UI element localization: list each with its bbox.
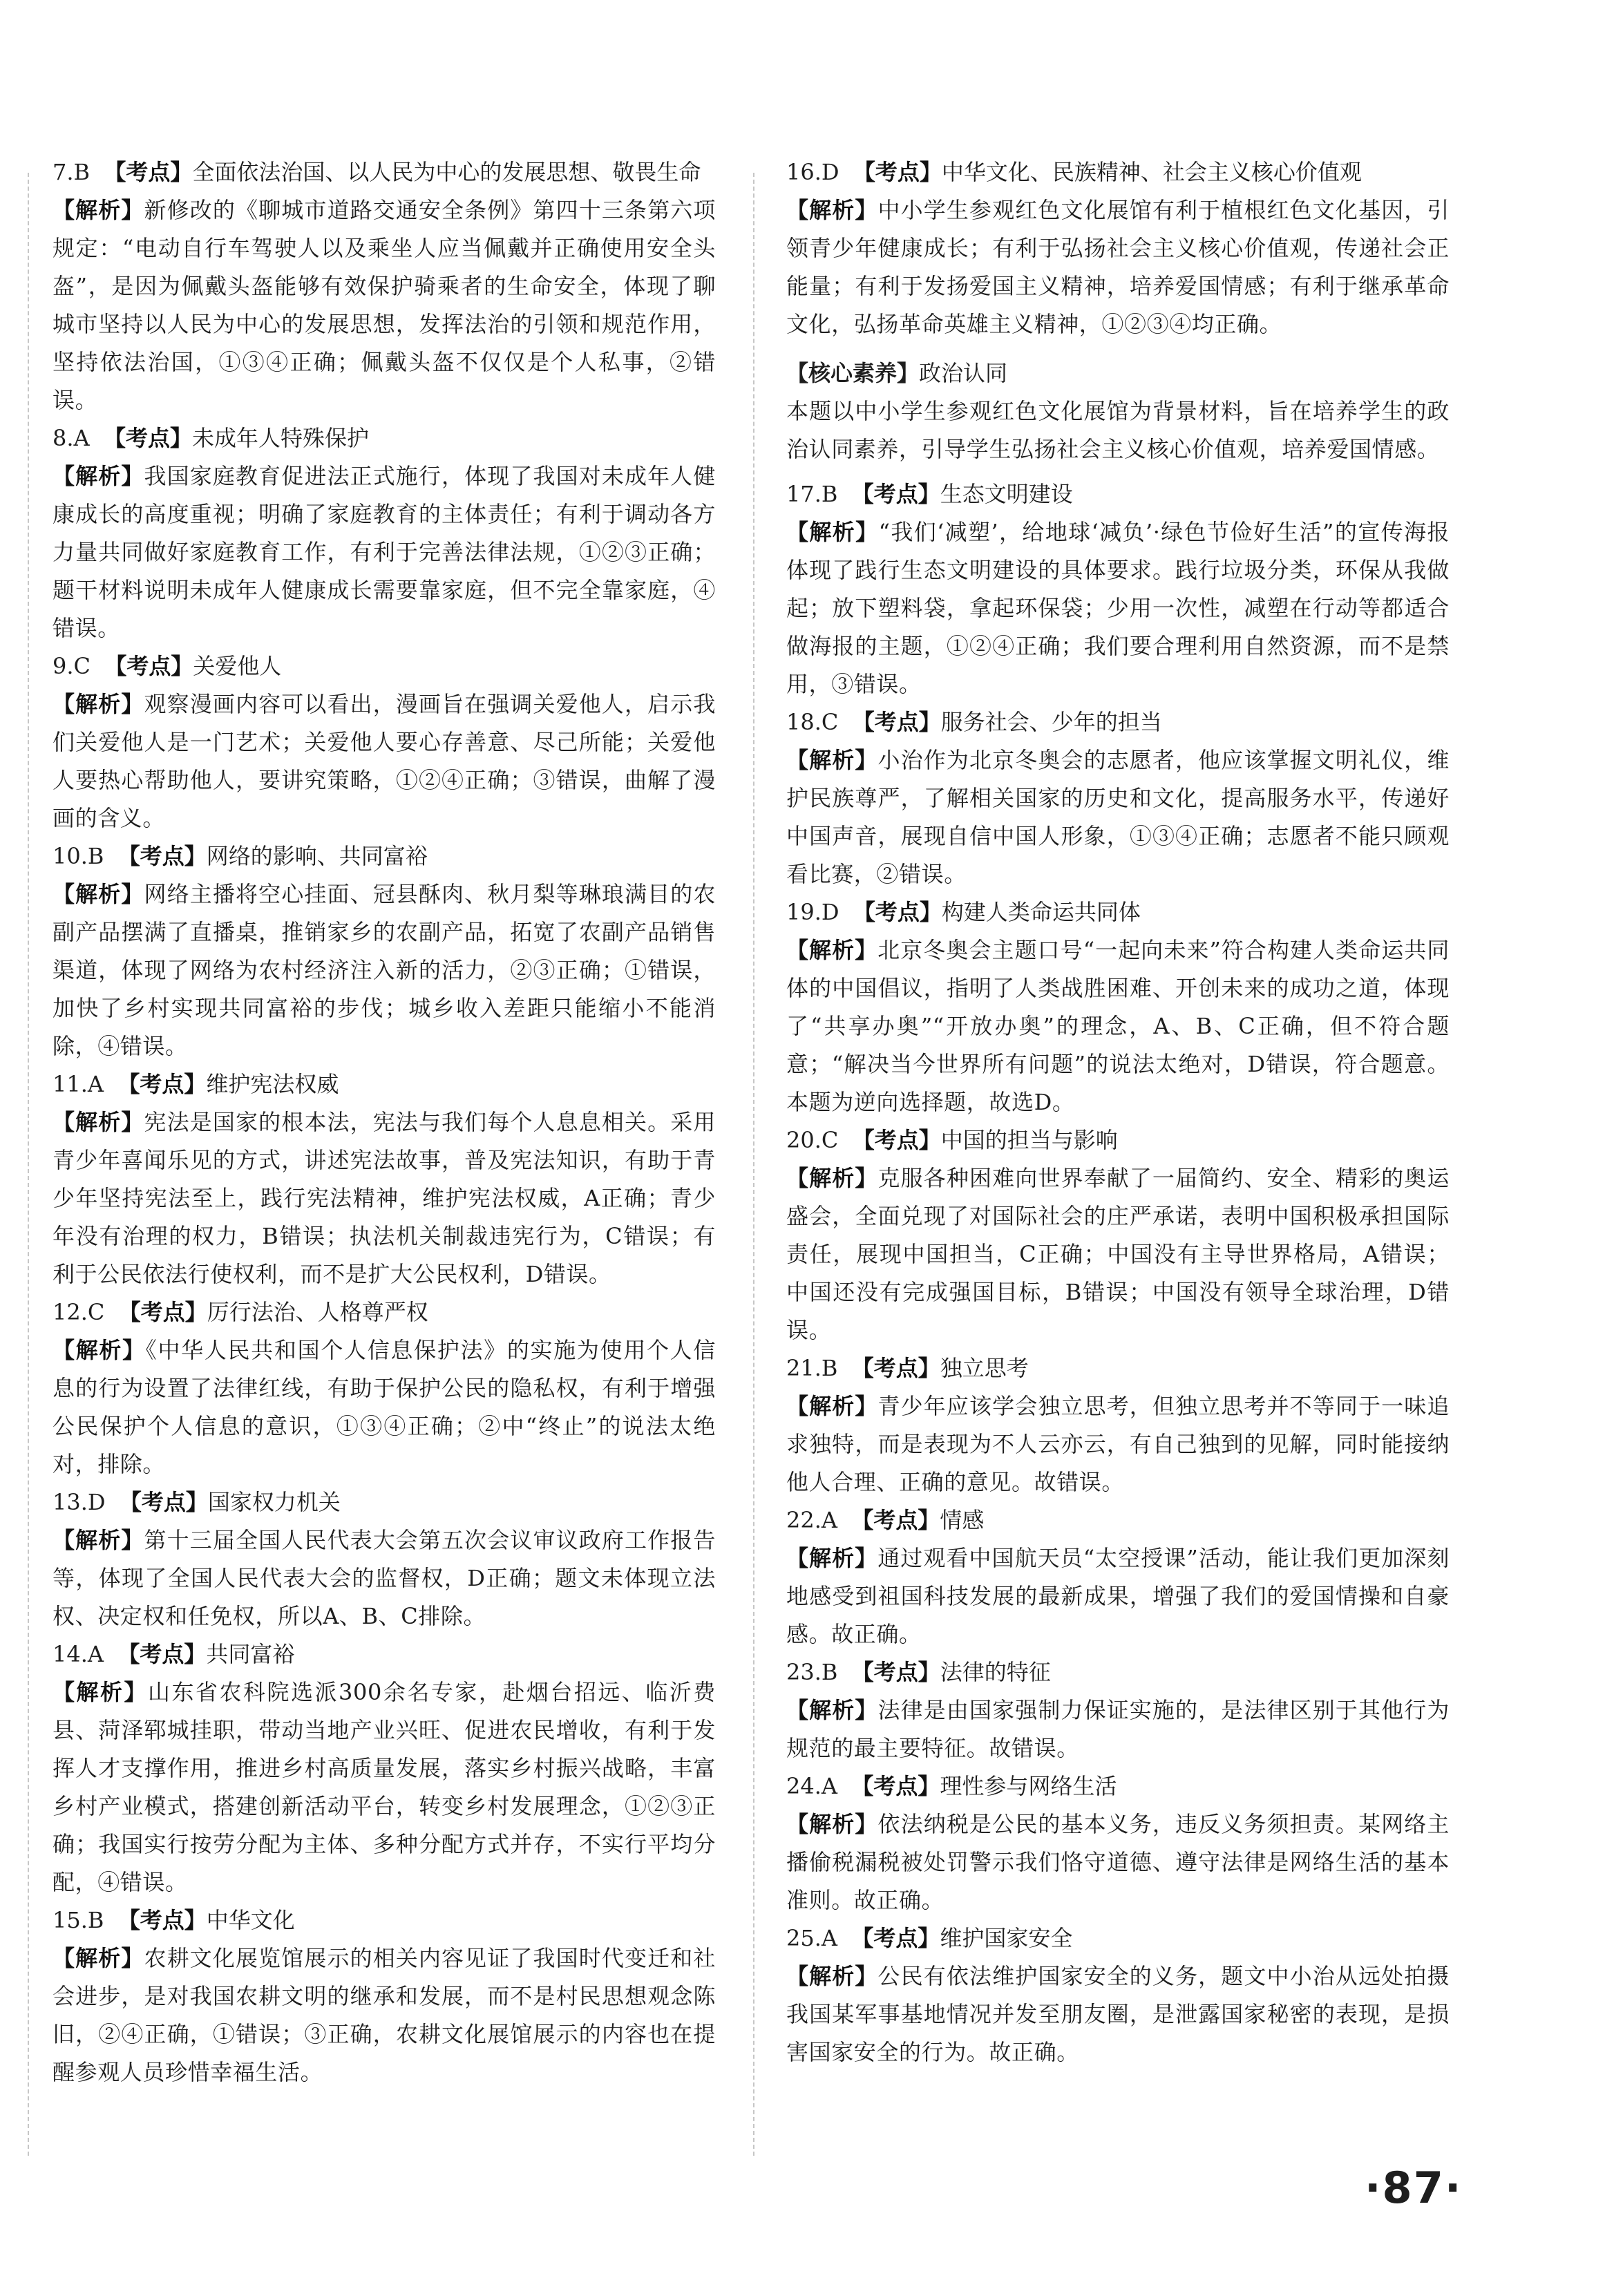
answer-topic: 维护宪法权威 — [206, 1071, 339, 1097]
answer-number: 8.A — [53, 425, 90, 451]
core-literacy-label: 【核心素养】 — [786, 360, 920, 386]
kaodian-label: 【考点】 — [851, 1773, 940, 1799]
answer-number: 23.B — [786, 1659, 838, 1685]
answer-topic: 国家权力机关 — [207, 1489, 341, 1515]
answer-topic: 维护国家安全 — [940, 1925, 1073, 1951]
answer-number: 24.A — [786, 1773, 837, 1799]
jiexi-label: 【解析】 — [786, 197, 878, 223]
answer-number: 16.D — [786, 159, 839, 185]
answer-topic: 中华文化、民族精神、社会主义核心价值观 — [941, 159, 1362, 185]
kaodian-label: 【考点】 — [104, 159, 193, 185]
jiexi-label: 【解析】 — [53, 1945, 144, 1971]
jiexi-label: 【解析】 — [53, 881, 144, 907]
answer-number: 13.D — [53, 1489, 106, 1515]
answer-number: 11.A — [53, 1071, 104, 1097]
jiexi-label: 【解析】 — [53, 1679, 149, 1705]
answer-number: 10.B — [53, 843, 104, 869]
jiexi-label: 【解析】 — [53, 197, 144, 223]
answer-item — [786, 1349, 1450, 1501]
answer-item — [53, 1901, 716, 2091]
answer-topic: 全面依法治国、以人民为中心的发展思想、敬畏生命 — [192, 159, 701, 185]
kaodian-label: 【考点】 — [851, 1355, 940, 1381]
answer-number: 22.A — [786, 1507, 837, 1533]
answer-explanation: 小治作为北京冬奥会的志愿者，他应该掌握文明礼仪，维护民族尊严，了解相关国家的历史和文化，提高服务水平，传递好中国声音，展现自信中国人形象，①③④正确；志愿者不能只顾观看比赛，②错误。 — [786, 747, 1450, 887]
answer-explanation: 中小学生参观红色文化展馆有利于植根红色文化基因，引领青少年健康成长；有利于弘扬社会主义核心价值观，传递社会正能量；有利于发扬爱国主义精神，培养爱国情感；有利于继承革命文化，弘扬革命英雄主义精神，①②③④均正确。 — [786, 197, 1450, 337]
answer-explanation: 青少年应该学会独立思考，但独立思考并不等同于一味追求独特，而是表现为不人云亦云，有自己独到的见解，同时能接纳他人合理、正确的意见。故错误。 — [786, 1393, 1450, 1495]
kaodian-label: 【考点】 — [117, 1907, 207, 1933]
answer-item — [53, 1483, 716, 1635]
answer-number: 25.A — [786, 1925, 837, 1951]
core-literacy-title: 政治认同 — [919, 360, 1008, 386]
answer-topic: 法律的特征 — [940, 1659, 1051, 1685]
jiexi-label: 【解析】 — [53, 1109, 144, 1135]
answer-item — [786, 153, 1450, 343]
answer-explanation: 第十三届全国人民代表大会第五次会议审议政府工作报告等，体现了全国人民代表大会的监督权，D正确；题文未体现立法权、决定权和任免权，所以A、B、C排除。 — [53, 1527, 716, 1629]
kaodian-label: 【考点】 — [117, 1641, 207, 1667]
answer-number: 19.D — [786, 899, 839, 925]
answer-item — [53, 1635, 716, 1901]
kaodian-label: 【考点】 — [118, 1299, 207, 1325]
answer-explanation: 克服各种困难向世界奉献了一届简约、安全、精彩的奥运盛会，全面兑现了对国际社会的庄严承诺，表明中国积极承担国际责任，展现中国担当，C正确；中国没有主导世界格局，A错误；中国还没有完成强国目标，B错误；中国没有领导全球治理，D错误。 — [786, 1165, 1450, 1343]
core-literacy-text: 本题以中小学生参观红色文化展馆为背景材料，旨在培养学生的政治认同素养，引导学生弘扬社会主义核心价值观，培养爱国情感。 — [786, 398, 1450, 462]
answer-topic: 厉行法治、人格尊严权 — [207, 1299, 428, 1325]
column-divider — [753, 173, 754, 2156]
answer-topic: 构建人类命运共同体 — [941, 899, 1141, 925]
jiexi-label: 【解析】 — [786, 937, 878, 963]
kaodian-label: 【考点】 — [117, 1071, 207, 1097]
answer-number: 12.C — [53, 1299, 105, 1325]
page-number: ·87· — [1365, 2163, 1463, 2213]
answer-explanation: 我国家庭教育促进法正式施行，体现了我国对未成年人健康成长的高度重视；明确了家庭教育的主体责任；有利于调动各方力量共同做好家庭教育工作，有利于完善法律法规，①②③正确；题干材料说明未成年人健康成长需要靠家庭，但不完全靠家庭，④错误。 — [53, 463, 716, 641]
answer-explanation: 观察漫画内容可以看出，漫画旨在强调关爱他人，启示我们关爱他人是一门艺术；关爱他人要心存善意、尽己所能；关爱他人要热心帮助他人，要讲究策略，①②④正确；③错误，曲解了漫画的含义。 — [53, 691, 716, 831]
answer-explanation: “我们‘减塑’，给地球‘减负’·绿色节俭好生活”的宣传海报体现了践行生态文明建设的具体要求。践行垃圾分类，环保从我做起；放下塑料袋，拿起环保袋；少用一次性，减塑在行动等都适合做海报的主题，①②④正确；我们要合理利用自然资源，而不是禁用，③错误。 — [786, 519, 1450, 697]
jiexi-label: 【解析】 — [786, 1393, 878, 1419]
answer-number: 18.C — [786, 709, 839, 735]
kaodian-label: 【考点】 — [851, 1925, 940, 1951]
answer-explanation: 《中华人民共和国个人信息保护法》的实施为使用个人信息的行为设置了法律红线，有助于保护公民的隐私权，有利于增强公民保护个人信息的意识，①③④正确；②中“终止”的说法太绝对，排除。 — [53, 1337, 716, 1477]
answer-item — [786, 703, 1450, 893]
core-literacy-box — [786, 354, 1450, 468]
answer-item — [786, 1501, 1450, 1653]
answer-item — [53, 837, 716, 1065]
answer-explanation: 公民有依法维护国家安全的义务，题文中小治从远处拍摄我国某军事基地情况并发至朋友圈，是泄露国家秘密的表现，是损害国家安全的行为。故正确。 — [786, 1963, 1450, 2065]
answer-number: 15.B — [53, 1907, 104, 1933]
kaodian-label: 【考点】 — [851, 1659, 940, 1685]
answer-topic: 共同富裕 — [206, 1641, 295, 1667]
answer-explanation: 山东省农科院选派300余名专家，赴烟台招远、临沂费县、菏泽郓城挂职，带动当地产业兴旺、促进农民增收，有利于发挥人才支撑作用，推进乡村高质量发展，落实乡村振兴战略，丰富乡村产业模式，搭建创新活动平台，转变乡村发展理念，①②③正确；我国实行按劳分配为主体、多种分配方式并存，不实行平均分配，④错误。 — [53, 1679, 716, 1895]
jiexi-label: 【解析】 — [786, 1811, 878, 1837]
answer-topic: 情感 — [940, 1507, 985, 1533]
answer-number: 9.C — [53, 653, 91, 679]
answer-topic: 未成年人特殊保护 — [192, 425, 370, 451]
answer-topic: 生态文明建设 — [940, 481, 1073, 507]
kaodian-label: 【考点】 — [104, 653, 193, 679]
answer-number: 14.A — [53, 1641, 104, 1667]
answer-topic: 独立思考 — [940, 1355, 1029, 1381]
answer-topic: 中国的担当与影响 — [940, 1127, 1118, 1153]
answer-explanation: 法律是由国家强制力保证实施的，是法律区别于其他行为规范的最主要特征。故错误。 — [786, 1697, 1450, 1761]
jiexi-label: 【解析】 — [786, 1545, 878, 1571]
left-margin-rule — [28, 173, 29, 2156]
jiexi-label: 【解析】 — [786, 1165, 878, 1191]
answer-explanation: 宪法是国家的根本法，宪法与我们每个人息息相关。采用青少年喜闻乐见的方式，讲述宪法故事，普及宪法知识，有助于青少年坚持宪法至上，践行宪法精神，维护宪法权威，A正确；青少年没有治理的权力，B错误；执法机关制裁违宪行为，C错误；有利于公民依法行使权利，而不是扩大公民权利，D错误。 — [53, 1109, 716, 1287]
kaodian-label: 【考点】 — [852, 709, 941, 735]
kaodian-label: 【考点】 — [851, 481, 940, 507]
answer-item — [53, 419, 716, 647]
kaodian-label: 【考点】 — [853, 159, 942, 185]
answer-topic: 理性参与网络生活 — [940, 1773, 1117, 1799]
answer-topic: 服务社会、少年的担当 — [940, 709, 1162, 735]
answer-explanation: 北京冬奥会主题口号“一起向未来”符合构建人类命运共同体的中国倡议，指明了人类战胜困难、开创未来的成功之道，体现了“共享办奥”“开放办奥”的理念，A、B、C正确，但不符合题意；“解决当今世界所有问题”的说法太绝对，D错误，符合题意。本题为逆向选择题，故选D。 — [786, 937, 1450, 1115]
answer-number: 21.B — [786, 1355, 838, 1381]
answer-number: 7.B — [53, 159, 91, 185]
answer-number: 20.C — [786, 1127, 839, 1153]
jiexi-label: 【解析】 — [53, 1527, 144, 1553]
jiexi-label: 【解析】 — [786, 1963, 878, 1989]
jiexi-label: 【解析】 — [53, 463, 144, 489]
answer-item — [53, 153, 716, 419]
answer-explanation: 新修改的《聊城市道路交通安全条例》第四十三条第六项规定：“电动自行车驾驶人以及乘坐人应当佩戴并正确使用安全头盔”，是因为佩戴头盔能够有效保护骑乘者的生命安全，体现了聊城市坚持以人民为中心的发展思想，发挥法治的引领和规范作用，坚持依法治国，①③④正确；佩戴头盔不仅仅是个人私事，②错误。 — [53, 197, 716, 413]
kaodian-label: 【考点】 — [119, 1489, 208, 1515]
answer-item — [786, 475, 1450, 703]
jiexi-label: 【解析】 — [53, 1337, 146, 1363]
kaodian-label: 【考点】 — [853, 899, 942, 925]
answer-item — [786, 893, 1450, 1121]
kaodian-label: 【考点】 — [851, 1507, 940, 1533]
jiexi-label: 【解析】 — [786, 1697, 878, 1723]
answer-explanation: 通过观看中国航天员“太空授课”活动，能让我们更加深刻地感受到祖国科技发展的最新成果，增强了我们的爱国情操和自豪感。故正确。 — [786, 1545, 1450, 1647]
kaodian-label: 【考点】 — [117, 843, 207, 869]
jiexi-label: 【解析】 — [53, 691, 144, 717]
right-column — [786, 153, 1450, 2071]
answer-item — [786, 1919, 1450, 2071]
jiexi-label: 【解析】 — [786, 519, 879, 545]
kaodian-label: 【考点】 — [852, 1127, 941, 1153]
answer-item — [786, 1121, 1450, 1349]
answer-explanation: 网络主播将空心挂面、冠县酥肉、秋月梨等琳琅满目的农副产品摆满了直播桌，推销家乡的农副产品，拓宽了农副产品销售渠道，体现了网络为农村经济注入新的活力，②③正确；①错误，加快了乡村实现共同富裕的步伐；城乡收入差距只能缩小不能消除，④错误。 — [53, 881, 716, 1059]
answer-topic: 关爱他人 — [193, 653, 282, 679]
answer-item — [53, 1293, 716, 1483]
answer-topic: 网络的影响、共同富裕 — [206, 843, 428, 869]
jiexi-label: 【解析】 — [786, 747, 878, 773]
answer-item — [786, 1653, 1450, 1767]
kaodian-label: 【考点】 — [103, 425, 192, 451]
answer-item — [53, 1065, 716, 1293]
answer-explanation: 农耕文化展览馆展示的相关内容见证了我国时代变迁和社会进步，是对我国农耕文明的继承和发展，而不是村民思想观念陈旧，②④正确，①错误；③正确，农耕文化展馆展示的内容也在提醒参观人员珍惜幸福生活。 — [53, 1945, 716, 2085]
answer-item — [53, 647, 716, 837]
answer-topic: 中华文化 — [206, 1907, 295, 1933]
answer-explanation: 依法纳税是公民的基本义务，违反义务须担责。某网络主播偷税漏税被处罚警示我们恪守道德、遵守法律是网络生活的基本准则。故正确。 — [786, 1811, 1450, 1913]
left-column — [53, 153, 716, 2091]
answer-item — [786, 1767, 1450, 1919]
answer-number: 17.B — [786, 481, 838, 507]
